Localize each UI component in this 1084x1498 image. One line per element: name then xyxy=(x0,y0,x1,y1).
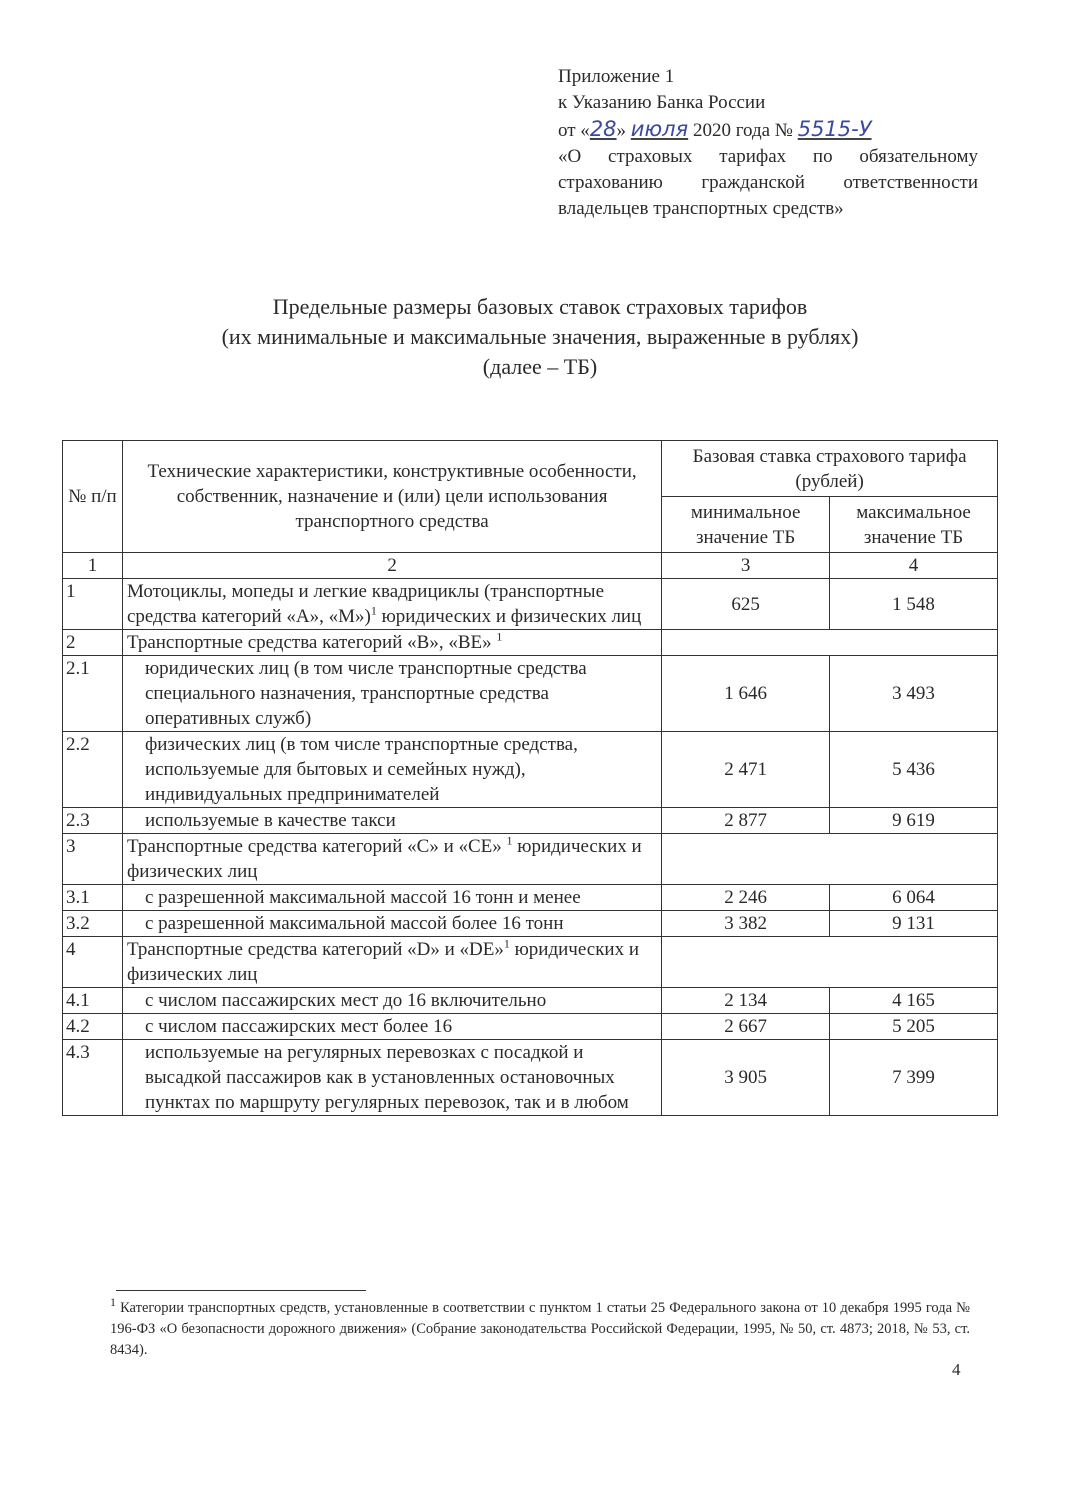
row-max-value: 4 165 xyxy=(830,988,998,1014)
appendix-title-line-1: «О страховых тарифах по обязательному xyxy=(558,146,978,167)
row-max-value: 5 436 xyxy=(830,732,998,808)
row-description: с разрешенной максимальной массой 16 тонн и менее xyxy=(122,885,661,911)
date-prefix: от « xyxy=(558,120,590,141)
row-min-value: 1 646 xyxy=(662,656,830,732)
row-description: с разрешенной максимальной массой более 16 тонн xyxy=(122,911,661,937)
table-row xyxy=(63,579,998,630)
row-number: 2.3 xyxy=(63,808,123,834)
handwritten-month: июля xyxy=(630,117,689,141)
row-min-value: 2 134 xyxy=(662,988,830,1014)
row-max-value: 6 064 xyxy=(830,885,998,911)
footnote xyxy=(110,1295,970,1361)
row-description: Мотоциклы, мопеды и легкие квадрициклы (транспортные средства категорий «А», «М»)$^1$ юридических и физических лиц xyxy=(122,579,661,630)
header-description: Технические характеристики, конструктивные особенности, собственник, назначение и (или) цели использования транспортного средства xyxy=(122,441,661,553)
title-line-1: Предельные размеры базовых ставок страховых тарифов xyxy=(272,294,808,319)
appendix-title-line-3: владельцев транспортных средств» xyxy=(558,198,844,219)
row-number: 2 xyxy=(63,630,123,656)
row-max-value: 7 399 xyxy=(830,1040,998,1116)
header-num: № п/п xyxy=(63,441,123,553)
row-min-value: 3 382 xyxy=(662,911,830,937)
row-number: 3.1 xyxy=(63,885,123,911)
row-empty-values xyxy=(662,937,998,988)
row-description: юридических лиц (в том числе транспортные средства специального назначения, транспортные средства оперативных служб) xyxy=(122,656,661,732)
table-row xyxy=(63,732,998,808)
document-title xyxy=(140,292,940,382)
header-base-rate: Базовая ставка страхового тарифа (рублей) xyxy=(662,441,998,497)
table-row xyxy=(63,885,998,911)
column-number: 4 xyxy=(830,553,998,579)
column-number: 1 xyxy=(63,553,123,579)
handwritten-doc-number: 5515-У xyxy=(797,117,872,141)
page-number: 4 xyxy=(952,1360,961,1379)
column-number: 3 xyxy=(662,553,830,579)
row-min-value: 2 667 xyxy=(662,1014,830,1040)
row-number: 3 xyxy=(63,834,123,885)
row-max-value: 1 548 xyxy=(830,579,998,630)
table-row xyxy=(63,1014,998,1040)
handwritten-day: 28 xyxy=(589,117,617,141)
title-line-2: (их минимальные и максимальные значения, выраженные в рублях) xyxy=(221,324,859,349)
row-description: используемые в качестве такси xyxy=(122,808,661,834)
title-line-3: (далее – ТБ) xyxy=(482,354,598,379)
table-row xyxy=(63,808,998,834)
row-description: используемые на регулярных перевозках с посадкой и высадкой пассажиров как в установленных остановочных пунктах по маршруту регулярных перевозок, так и в любом xyxy=(122,1040,661,1116)
row-number: 2.2 xyxy=(63,732,123,808)
table-row xyxy=(63,937,998,988)
appendix-date-line xyxy=(558,116,978,144)
row-number: 2.1 xyxy=(63,656,123,732)
row-number: 3.2 xyxy=(63,911,123,937)
row-min-value: 2 471 xyxy=(662,732,830,808)
table-row xyxy=(63,988,998,1014)
date-year: 2020 года № xyxy=(692,120,793,141)
row-max-value: 5 205 xyxy=(830,1014,998,1040)
table-row xyxy=(63,1040,998,1116)
appendix-header xyxy=(558,64,978,222)
row-number: 4.3 xyxy=(63,1040,123,1116)
date-mid: » xyxy=(616,120,627,141)
row-description: физических лиц (в том числе транспортные средства, используемые для бытовых и семейных нужд), индивидуальных предпринимателей xyxy=(122,732,661,808)
header-max: максимальное значение ТБ xyxy=(830,497,998,553)
row-number: 1 xyxy=(63,579,123,630)
row-max-value: 3 493 xyxy=(830,656,998,732)
footnote-text: Категории транспортных средств, установленные в соответствии с пунктом 1 статьи 25 Федерального закона от 10 декабря 1995 года № 196-ФЗ «О безопасности дорожного движения» (Собрание законодательства Российской Федерации, 1995, № 50, ст. 4873; 2018, № 53, ст. 8434). xyxy=(110,1300,970,1358)
appendix-label: Приложение 1 xyxy=(558,66,675,87)
row-min-value: 625 xyxy=(662,579,830,630)
row-description: Транспортные средства категорий «С» и «СЕ» $^1$ юридических и физических лиц xyxy=(122,834,661,885)
row-description: Транспортные средства категорий «D» и «DE»$^1$ юридических и физических лиц xyxy=(122,937,661,988)
table-row xyxy=(63,656,998,732)
row-description: Транспортные средства категорий «В», «ВЕ» $^1$ xyxy=(122,630,661,656)
row-number: 4.1 xyxy=(63,988,123,1014)
table-row xyxy=(63,630,998,656)
row-description: с числом пассажирских мест до 16 включительно xyxy=(122,988,661,1014)
row-min-value: 3 905 xyxy=(662,1040,830,1116)
column-number: 2 xyxy=(122,553,661,579)
table-row xyxy=(63,911,998,937)
row-max-value: 9 131 xyxy=(830,911,998,937)
header-min: минимальное значение ТБ xyxy=(662,497,830,553)
row-min-value: 2 246 xyxy=(662,885,830,911)
row-number: 4.2 xyxy=(63,1014,123,1040)
row-empty-values xyxy=(662,834,998,885)
table-row xyxy=(63,834,998,885)
appendix-reference: к Указанию Банка России xyxy=(558,92,766,113)
row-min-value: 2 877 xyxy=(662,808,830,834)
footnote-marker: 1 xyxy=(110,1295,116,1310)
tariff-table xyxy=(62,440,998,1116)
row-number: 4 xyxy=(63,937,123,988)
appendix-title-line-2: страхованию гражданской ответственности xyxy=(558,172,978,193)
row-max-value: 9 619 xyxy=(830,808,998,834)
footnote-divider xyxy=(116,1290,366,1291)
row-description: с числом пассажирских мест более 16 xyxy=(122,1014,661,1040)
row-empty-values xyxy=(662,630,998,656)
